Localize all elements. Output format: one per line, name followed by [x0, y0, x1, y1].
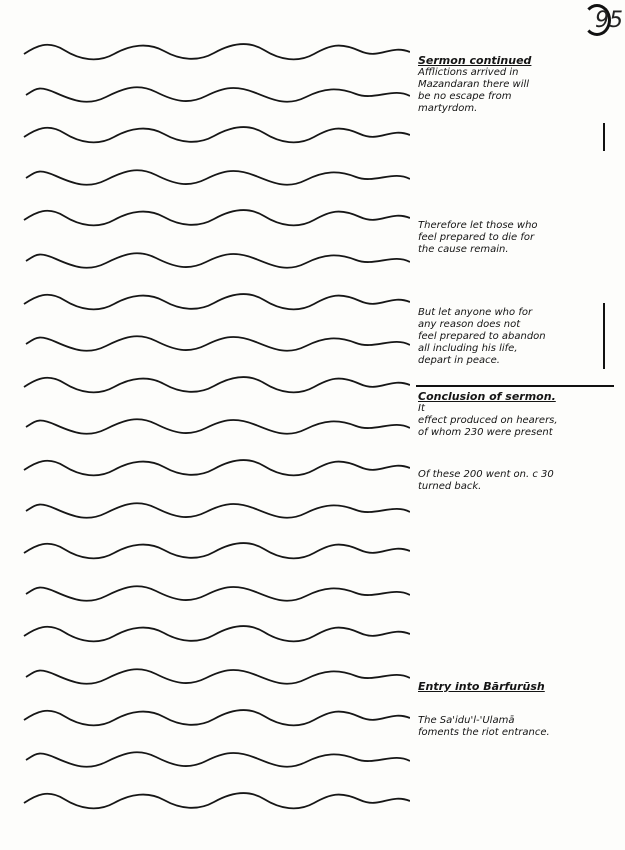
margin-note-went-on [418, 469, 608, 493]
handwritten-line [18, 361, 410, 403]
handwritten-line [18, 527, 410, 569]
handwritten-line [18, 569, 410, 611]
margin-note-entry-barfurush [418, 681, 608, 739]
handwritten-line [18, 278, 410, 320]
note-body: It effect produced on hearers, of whom 230 were present [418, 403, 558, 438]
handwritten-line [18, 735, 410, 777]
note-heading: Conclusion of sermon. [418, 390, 556, 403]
margin-note-depart-in-peace [418, 307, 608, 367]
handwritten-line [18, 153, 410, 195]
handwritten-line [18, 111, 410, 153]
margin-bracket-line [603, 303, 605, 369]
handwritten-line [18, 28, 410, 70]
handwritten-line [18, 694, 410, 736]
margin-notes [412, 55, 617, 755]
note-heading: Entry into Bārfurūsh [418, 680, 545, 693]
page-number [583, 2, 623, 42]
handwritten-line [18, 777, 410, 819]
handwritten-line [18, 444, 410, 486]
margin-note-sermon-continued [418, 55, 608, 115]
handwritten-line [18, 319, 410, 361]
margin-note-conclusion [418, 391, 608, 439]
note-body: The Sa'idu'l-'Ulamā foments the riot entrance. [418, 715, 550, 738]
note-body: Of these 200 went on. c 30 turned back. [418, 469, 554, 492]
handwritten-line [18, 194, 410, 236]
note-body: Afflictions arrived in Mazandaran there will be no escape from martyrdom. [418, 67, 530, 114]
handwritten-line [18, 610, 410, 652]
page-number-text: 95 [595, 8, 623, 33]
handwritten-line [18, 236, 410, 278]
handwritten-line [18, 486, 410, 528]
note-heading: Sermon continued [418, 54, 532, 67]
margin-note-remain [418, 220, 608, 256]
handwritten-line [18, 70, 410, 112]
margin-bracket-line [603, 123, 605, 151]
margin-divider [416, 385, 614, 387]
handwritten-line [18, 652, 410, 694]
note-body: But let anyone who for any reason does not feel prepared to abandon all including his life, depart in peace. [418, 307, 546, 366]
handwritten-line [18, 402, 410, 444]
note-body: Therefore let those who feel prepared to die for the cause remain. [418, 220, 538, 255]
persian-handwritten-text [18, 28, 410, 818]
